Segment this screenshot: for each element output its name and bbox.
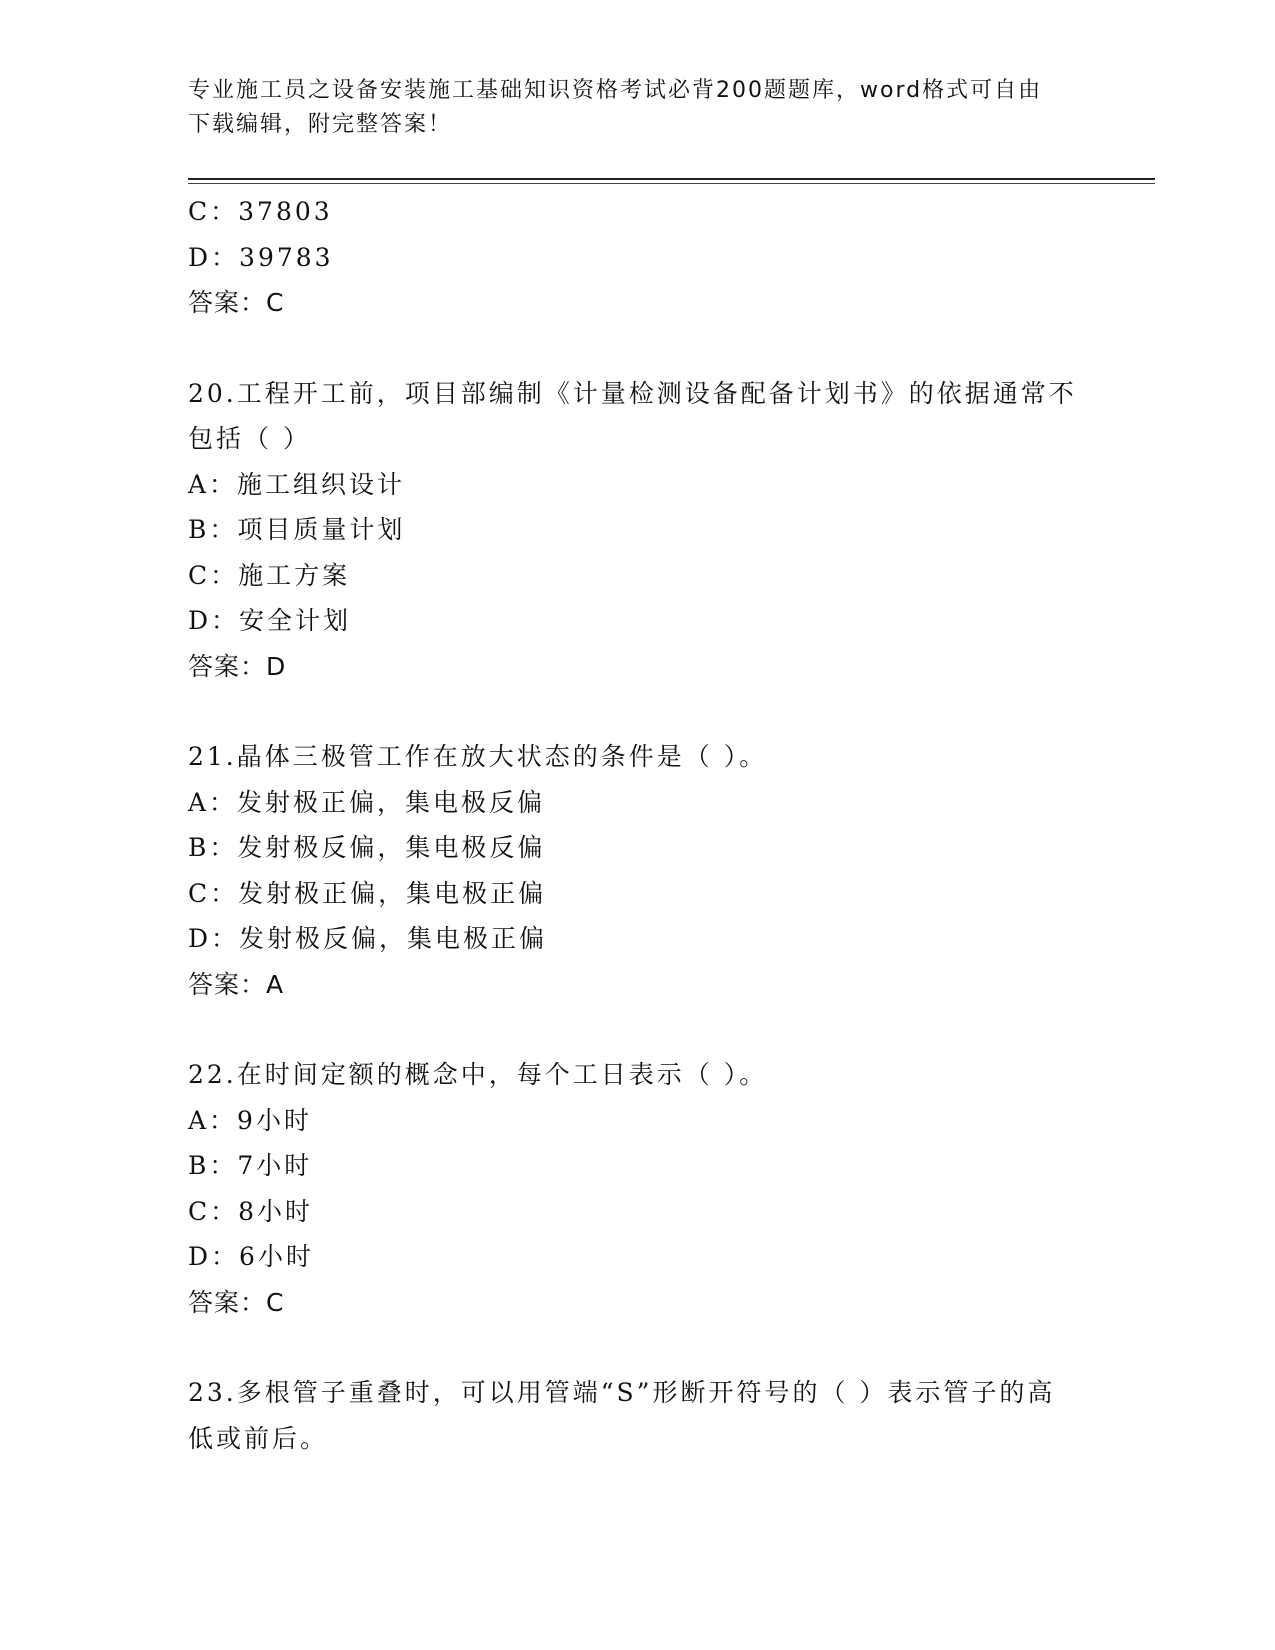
spacer bbox=[188, 689, 1108, 734]
option-a: A：施工组织设计 bbox=[188, 469, 406, 499]
option-c: C：8小时 bbox=[188, 1196, 314, 1226]
question-stem: 20.工程开工前，项目部编制《计量检测设备配备计划书》的依据通常不包括（ ） bbox=[188, 378, 1077, 453]
header-divider-thin bbox=[188, 183, 1155, 184]
option-c: C：施工方案 bbox=[188, 560, 351, 590]
option-a: A：发射极正偏，集电极反偏 bbox=[188, 787, 546, 817]
question-stem: 22.在时间定额的概念中，每个工日表示（ ）。 bbox=[188, 1060, 768, 1089]
answer: 答案：C bbox=[188, 1287, 285, 1317]
question-list bbox=[188, 189, 1108, 1461]
option-b: B：7小时 bbox=[188, 1151, 313, 1180]
header-title-line-1: 专业施工员之设备安装施工基础知识资格考试必背200题题库，word格式可自由 bbox=[188, 78, 1043, 103]
question-stem: 23.多根管子重叠时，可以用管端“S”形断开符号的（ ）表示管子的高低或前后。 bbox=[188, 1378, 1056, 1453]
option-a: A：9小时 bbox=[188, 1105, 312, 1135]
question-20 bbox=[188, 371, 1108, 690]
spacer bbox=[188, 1007, 1108, 1052]
option-d: D：安全计划 bbox=[188, 606, 352, 635]
option-d: D：39783 bbox=[188, 242, 334, 272]
question-23 bbox=[188, 1370, 1108, 1461]
question-19-tail bbox=[188, 189, 1108, 326]
question-stem: 21.晶体三极管工作在放大状态的条件是（ ）。 bbox=[188, 742, 768, 771]
header-title-line-2: 下载编辑，附完整答案！ bbox=[188, 112, 453, 137]
answer: 答案：A bbox=[188, 969, 285, 999]
spacer bbox=[188, 326, 1108, 371]
question-22 bbox=[188, 1052, 1108, 1325]
option-b: B：项目质量计划 bbox=[188, 515, 406, 544]
option-d: D：发射极反偏，集电极正偏 bbox=[188, 924, 548, 953]
answer: 答案：C bbox=[188, 288, 285, 317]
question-21 bbox=[188, 734, 1108, 1007]
answer: 答案：D bbox=[188, 651, 287, 681]
spacer bbox=[188, 1325, 1108, 1370]
option-c: C：发射极正偏，集电极正偏 bbox=[188, 878, 547, 908]
option-b: B：发射极反偏，集电极反偏 bbox=[188, 833, 546, 862]
option-d: D：6小时 bbox=[188, 1242, 314, 1271]
option-c: C：37803 bbox=[188, 197, 333, 226]
header-divider-thick bbox=[188, 178, 1155, 180]
document-header bbox=[188, 74, 1088, 142]
